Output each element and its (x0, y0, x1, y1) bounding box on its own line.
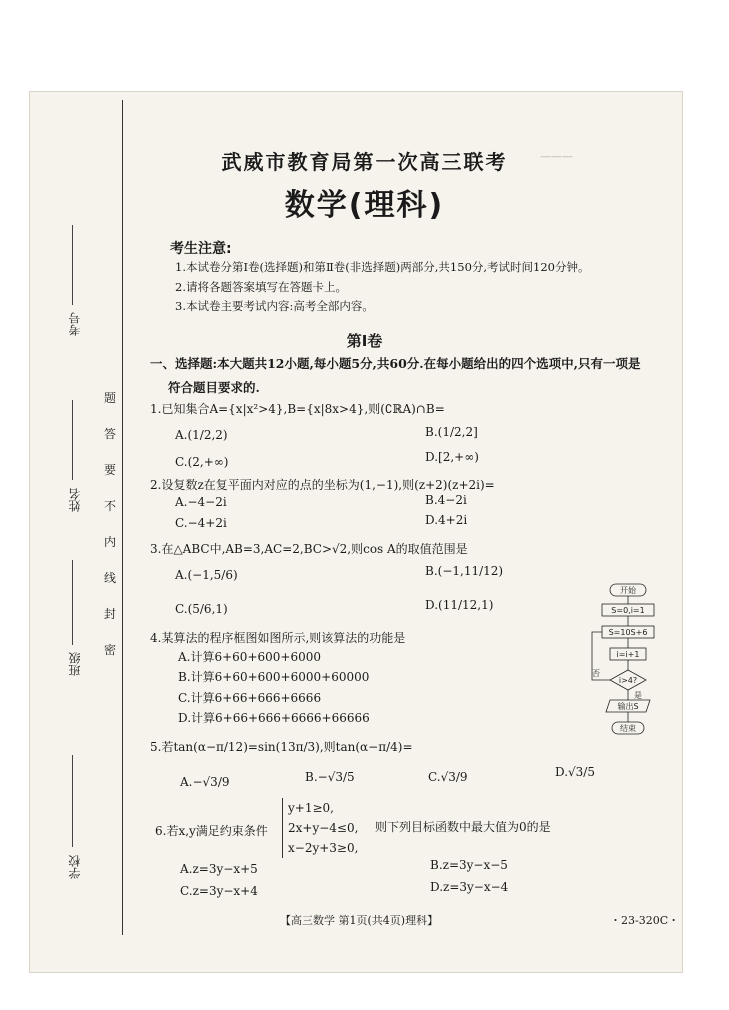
notice-item: 2.请将各题答案填写在答题卡上。 (175, 280, 347, 294)
option-2a: A.−4−2i (175, 495, 227, 509)
flow-update: S=10S+6 (608, 628, 648, 637)
bleed-through: ——— (540, 150, 573, 163)
notice-item: 1.本试卷分第Ⅰ卷(选择题)和第Ⅱ卷(非选择题)两部分,共150分,考试时间120分钟。 (175, 260, 590, 274)
option-5a: A.−√3/9 (180, 775, 230, 789)
section-heading (150, 352, 670, 400)
option-2d: D.4+2i (425, 513, 468, 527)
option-1c: C.(2,+∞) (175, 455, 229, 469)
option-5c: C.√3/9 (428, 770, 468, 784)
binding-line (122, 100, 123, 935)
option-4a: A.计算6+60+600+6000 (178, 650, 321, 664)
seal-char: 封 (103, 607, 116, 621)
constraint-system (282, 798, 358, 858)
option-6b: B.z=3y−x−5 (430, 858, 508, 872)
seal-char: 内 (103, 535, 116, 549)
exam-code: ・23-320C・ (610, 914, 680, 927)
section-line: 一、选择题:本大题共12小题,每小题5分,共60分.在每小题给出的四个选项中,只有一项是 (150, 356, 641, 371)
notice-item: 3.本试卷主要考试内容:高考全部内容。 (175, 299, 374, 313)
option-3c: C.(5/6,1) (175, 602, 228, 616)
option-6d: D.z=3y−x−4 (430, 880, 509, 894)
option-1d: D.[2,+∞) (425, 450, 479, 464)
constraint: 2x+y−4≤0, (288, 821, 359, 835)
label-banji: 班级 (68, 652, 82, 676)
question-1: 1.已知集合A={x|x²>4},B={x|8x>4},则(∁ℝA)∩B= (150, 402, 445, 416)
option-3d: D.(11/12,1) (425, 598, 494, 612)
flow-yes: 是 (634, 691, 642, 700)
seal-char: 题 (103, 391, 116, 405)
notice-title: 考生注意: (170, 241, 232, 257)
option-3b: B.(−1,11/12) (425, 564, 504, 578)
line-kaohao (72, 225, 73, 305)
option-1b: B.(1/2,2] (425, 425, 478, 439)
constraint: x−2y+3≥0, (288, 841, 359, 855)
line-banji (72, 560, 73, 645)
question-3: 3.在△ABC中,AB=3,AC=2,BC>√2,则cos A的取值范围是 (150, 542, 468, 556)
flow-start: 开始 (620, 586, 636, 595)
line-xingming (72, 400, 73, 480)
option-4c: C.计算6+66+666+6666 (178, 691, 322, 705)
constraint: y+1≥0, (288, 801, 334, 815)
option-2c: C.−4+2i (175, 516, 227, 530)
option-4d: D.计算6+66+666+6666+66666 (178, 711, 370, 725)
flow-cond: i>4? (618, 676, 638, 685)
option-4b: B.计算6+60+600+6000+60000 (178, 670, 370, 684)
option-1a: A.(1/2,2) (175, 428, 228, 442)
question-4: 4.某算法的程序框图如图所示,则该算法的功能是 (150, 631, 406, 645)
option-6c: C.z=3y−x+4 (180, 884, 258, 898)
flow-output: 输出S (617, 702, 639, 711)
seal-char: 线 (103, 571, 116, 585)
question-5: 5.若tan(α−π/12)=sin(13π/3),则tan(α−π/4)= (150, 740, 413, 754)
volume-title: 第Ⅰ卷 (346, 332, 383, 350)
option-2b: B.4−2i (425, 493, 467, 507)
option-6a: A.z=3y−x+5 (180, 862, 258, 876)
option-5b: B.−√3/5 (305, 770, 355, 784)
flow-no: 否 (592, 669, 600, 678)
option-5d: D.√3/5 (555, 765, 595, 779)
question-6: 6.若x,y满足约束条件 (155, 824, 268, 838)
exam-subject: 数学(理科) (284, 188, 445, 223)
flowchart (588, 582, 668, 742)
exam-title: 武威市教育局第一次高三联考 (221, 150, 508, 174)
seal-char: 答 (103, 427, 116, 441)
option-3a: A.(−1,5/6) (175, 568, 238, 582)
question-2: 2.设复数z在复平面内对应的点的坐标为(1,−1),则(z+2)(z+2i)= (150, 478, 495, 492)
flow-end: 结束 (620, 724, 636, 733)
label-kaohao: 考号 (68, 312, 82, 336)
label-xingming: 姓名 (68, 488, 82, 512)
flow-inc: i=i+1 (616, 650, 640, 659)
question-6-tail: 则下列目标函数中最大值为0的是 (375, 820, 551, 834)
seal-char: 要 (103, 463, 116, 477)
label-xuexiao: 学校 (68, 855, 82, 879)
seal-char: 密 (103, 643, 116, 657)
section-line: 符合题目要求的. (168, 380, 260, 395)
page-footer: 【高三数学 第1页(共4页)理科】 (280, 914, 439, 927)
seal-text (100, 380, 120, 668)
flow-init: S=0,i=1 (611, 606, 645, 615)
line-xuexiao (72, 755, 73, 847)
seal-char: 不 (103, 499, 116, 513)
